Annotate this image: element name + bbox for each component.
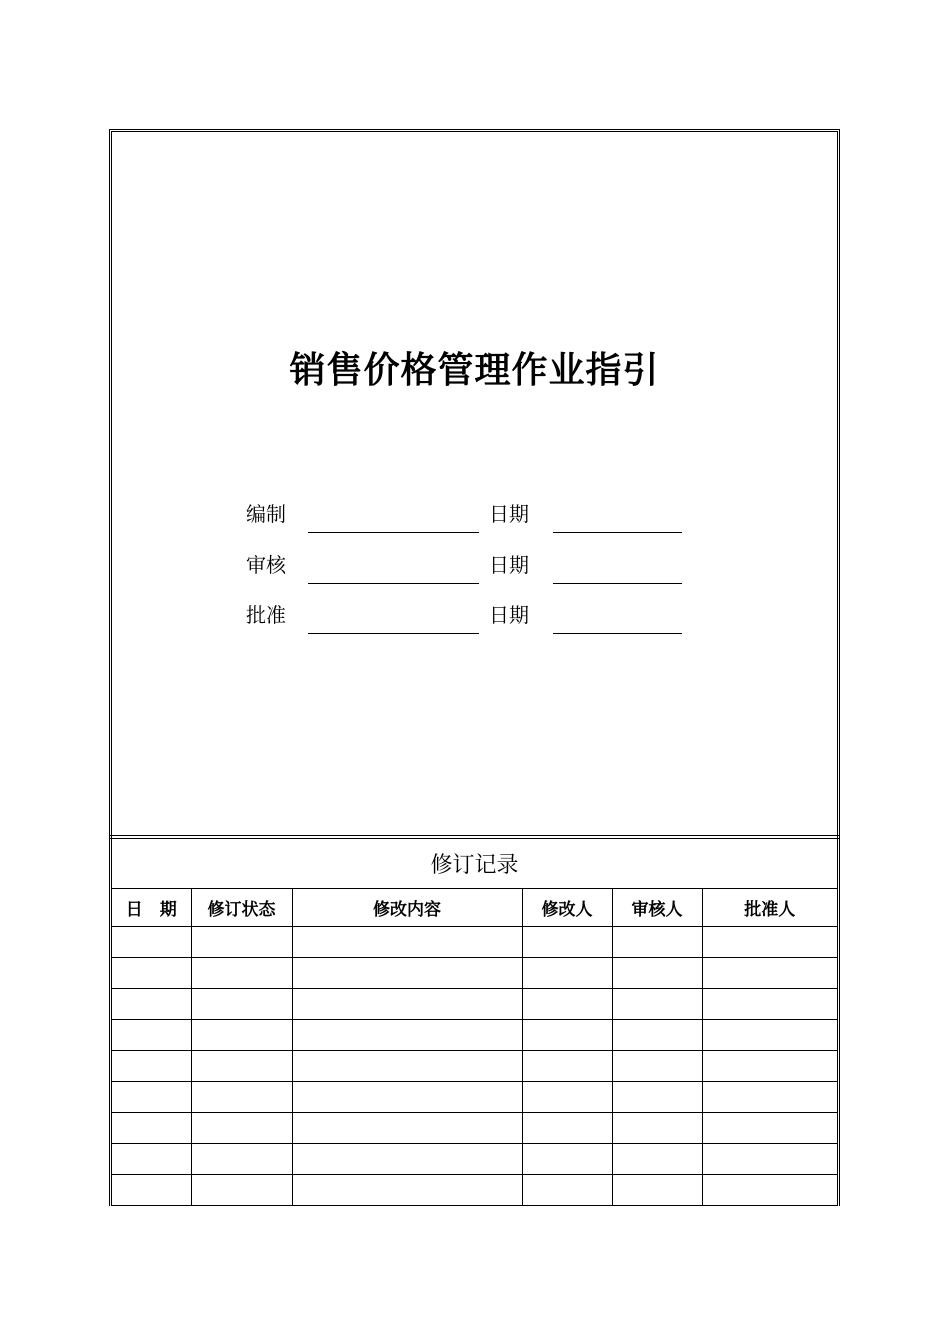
table-cell bbox=[702, 1144, 837, 1175]
date-label: 日期 bbox=[489, 603, 529, 627]
table-cell bbox=[292, 958, 522, 989]
table-cell bbox=[522, 958, 612, 989]
table-cell bbox=[191, 1175, 292, 1206]
date-line bbox=[553, 532, 682, 533]
table-cell bbox=[292, 1051, 522, 1082]
table-cell bbox=[612, 958, 702, 989]
table-cell bbox=[112, 958, 191, 989]
table-cell bbox=[702, 1113, 837, 1144]
signature-line bbox=[308, 532, 479, 533]
revision-record-title: 修订记录 bbox=[430, 853, 519, 878]
table-cell bbox=[191, 1082, 292, 1113]
table-row bbox=[112, 958, 837, 989]
signature-line bbox=[308, 583, 479, 584]
column-header-modifier: 修改人 bbox=[522, 889, 612, 927]
table-cell bbox=[191, 989, 292, 1020]
table-cell bbox=[191, 958, 292, 989]
table-cell bbox=[112, 1113, 191, 1144]
table-cell bbox=[702, 958, 837, 989]
signature-row-compile bbox=[112, 494, 837, 534]
table-cell bbox=[112, 1175, 191, 1206]
table-cell bbox=[191, 1020, 292, 1051]
signature-role-label: 批准 bbox=[246, 603, 286, 627]
table-cell bbox=[612, 1113, 702, 1144]
table-row bbox=[112, 927, 837, 958]
signature-line bbox=[308, 633, 479, 634]
table-cell bbox=[522, 1175, 612, 1206]
table-cell bbox=[292, 1113, 522, 1144]
revision-record-table bbox=[112, 888, 837, 1206]
table-cell bbox=[702, 1020, 837, 1051]
table-row bbox=[112, 989, 837, 1020]
table-cell bbox=[612, 1144, 702, 1175]
table-cell bbox=[112, 927, 191, 958]
table-cell bbox=[292, 1144, 522, 1175]
table-cell bbox=[612, 1082, 702, 1113]
table-cell bbox=[522, 989, 612, 1020]
table-cell bbox=[702, 927, 837, 958]
table-cell bbox=[292, 927, 522, 958]
table-cell bbox=[112, 1051, 191, 1082]
document-title: 销售价格管理作业指引 bbox=[289, 349, 660, 391]
date-line bbox=[553, 633, 682, 634]
table-cell bbox=[112, 1082, 191, 1113]
table-cell bbox=[522, 1020, 612, 1051]
table-cell bbox=[522, 1144, 612, 1175]
table-row bbox=[112, 1144, 837, 1175]
column-header-approver: 批准人 bbox=[702, 889, 837, 927]
signature-role-label: 编制 bbox=[246, 502, 286, 526]
table-cell bbox=[612, 989, 702, 1020]
table-cell bbox=[612, 1020, 702, 1051]
table-cell bbox=[292, 1175, 522, 1206]
table-cell bbox=[612, 1051, 702, 1082]
table-row bbox=[112, 1082, 837, 1113]
date-label: 日期 bbox=[489, 553, 529, 577]
column-header-revision-status: 修订状态 bbox=[191, 889, 292, 927]
table-cell bbox=[702, 989, 837, 1020]
signature-row-review bbox=[112, 545, 837, 585]
column-header-date: 日 期 bbox=[112, 889, 191, 927]
table-cell bbox=[191, 1051, 292, 1082]
revision-table-body bbox=[112, 927, 837, 1206]
table-cell bbox=[292, 1082, 522, 1113]
table-cell bbox=[292, 989, 522, 1020]
table-row bbox=[112, 1175, 837, 1206]
table-cell bbox=[702, 1175, 837, 1206]
table-cell bbox=[112, 1020, 191, 1051]
table-cell bbox=[112, 1144, 191, 1175]
document-frame bbox=[109, 129, 840, 1206]
table-row bbox=[112, 1020, 837, 1051]
table-cell bbox=[702, 1051, 837, 1082]
column-header-change-content: 修改内容 bbox=[292, 889, 522, 927]
table-cell bbox=[522, 1113, 612, 1144]
table-cell bbox=[191, 927, 292, 958]
table-header-row bbox=[112, 889, 837, 927]
section-divider bbox=[109, 835, 840, 839]
signature-role-label: 审核 bbox=[246, 553, 286, 577]
table-cell bbox=[612, 927, 702, 958]
date-line bbox=[553, 583, 682, 584]
table-cell bbox=[612, 1175, 702, 1206]
table-row bbox=[112, 1113, 837, 1144]
date-label: 日期 bbox=[489, 502, 529, 526]
table-row bbox=[112, 1051, 837, 1082]
table-cell bbox=[191, 1144, 292, 1175]
table-cell bbox=[112, 989, 191, 1020]
table-cell bbox=[191, 1113, 292, 1144]
column-header-reviewer: 审核人 bbox=[612, 889, 702, 927]
table-cell bbox=[522, 1082, 612, 1113]
table-cell bbox=[702, 1082, 837, 1113]
table-cell bbox=[292, 1020, 522, 1051]
table-cell bbox=[522, 1051, 612, 1082]
signature-row-approve bbox=[112, 595, 837, 635]
table-cell bbox=[522, 927, 612, 958]
